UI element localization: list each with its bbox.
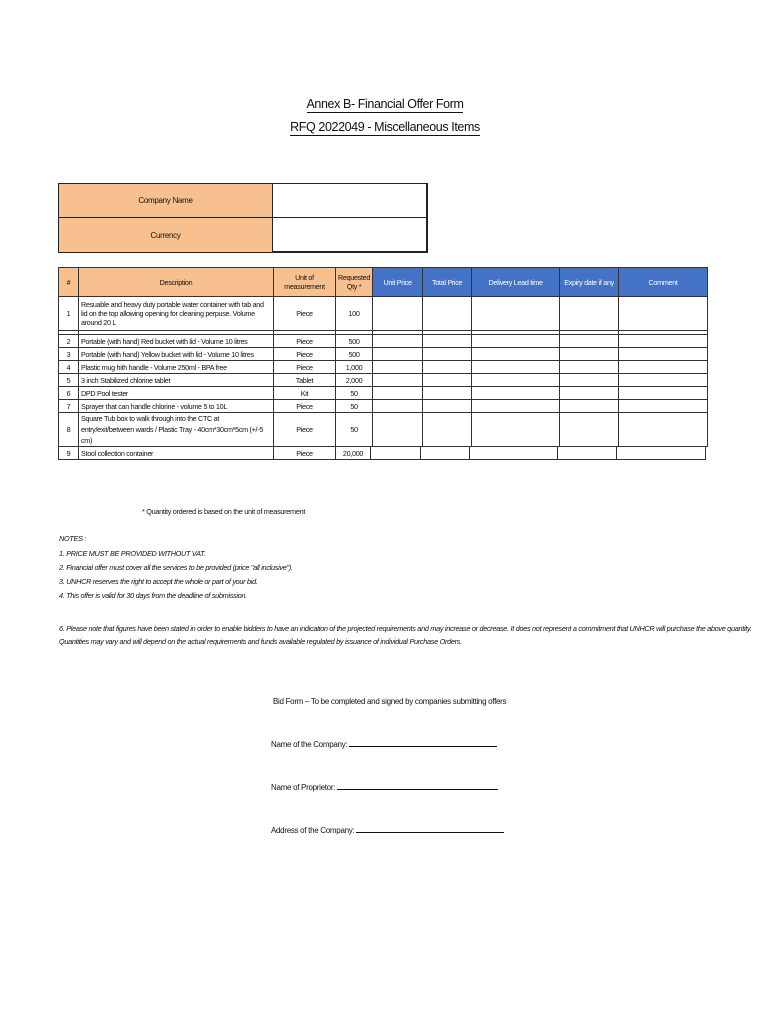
total-price-cell[interactable] bbox=[423, 297, 472, 331]
table-row bbox=[59, 361, 708, 374]
table-row bbox=[59, 413, 708, 447]
comment-cell[interactable] bbox=[619, 361, 708, 374]
total-price-cell[interactable] bbox=[423, 374, 472, 387]
table-row bbox=[59, 447, 706, 460]
proprietor-blank[interactable] bbox=[337, 781, 498, 790]
total-price-cell[interactable] bbox=[423, 413, 472, 447]
note-4: 4. This offer is valid for 30 days from the deadline of submission. bbox=[59, 591, 247, 600]
company-name-blank[interactable] bbox=[349, 738, 497, 747]
row-description: Resuable and heavy duty portable water container with tab and lid on the top allowing opening for cleaning perpuse. Volume around 20 L bbox=[79, 297, 274, 331]
expiry-cell[interactable] bbox=[560, 335, 619, 348]
expiry-cell[interactable] bbox=[560, 361, 619, 374]
proprietor-line bbox=[271, 781, 498, 792]
header-expiry: Expiry date if any bbox=[560, 268, 619, 297]
row-num: 1 bbox=[59, 297, 79, 331]
row-unit: Piece bbox=[274, 447, 336, 460]
row-num: 2 bbox=[59, 335, 79, 348]
company-name-row bbox=[59, 184, 426, 218]
comment-cell[interactable] bbox=[619, 400, 708, 413]
comment-cell[interactable] bbox=[619, 335, 708, 348]
expiry-cell[interactable] bbox=[560, 387, 619, 400]
table-row bbox=[59, 348, 708, 361]
comment-cell[interactable] bbox=[619, 374, 708, 387]
unit-price-cell[interactable] bbox=[371, 447, 421, 460]
expiry-cell[interactable] bbox=[560, 348, 619, 361]
lead-time-cell[interactable] bbox=[470, 447, 558, 460]
row-unit: Piece bbox=[274, 348, 336, 361]
table-row bbox=[59, 387, 708, 400]
row-description: Stool collection container bbox=[79, 447, 274, 460]
row-num: 6 bbox=[59, 387, 79, 400]
page-title: Annex B- Financial Offer Form bbox=[306, 97, 464, 111]
notes-heading: NOTES : bbox=[59, 534, 87, 543]
currency-label: Currency bbox=[59, 218, 273, 252]
row-unit: Piece bbox=[274, 413, 336, 447]
company-info-box bbox=[58, 183, 428, 253]
address-line bbox=[271, 824, 504, 835]
note-3: 3. UNHCR reserves the right to accept the whole or part of your bid. bbox=[59, 577, 258, 586]
lead-time-cell[interactable] bbox=[472, 374, 560, 387]
currency-row bbox=[59, 218, 426, 252]
row-qty: 500 bbox=[336, 348, 373, 361]
total-price-cell[interactable] bbox=[423, 335, 472, 348]
unit-price-cell[interactable] bbox=[373, 400, 423, 413]
row-unit: Piece bbox=[274, 400, 336, 413]
unit-price-cell[interactable] bbox=[373, 348, 423, 361]
table-row bbox=[59, 297, 708, 331]
row-qty: 20,000 bbox=[336, 447, 371, 460]
lead-time-cell[interactable] bbox=[472, 400, 560, 413]
table-row bbox=[59, 400, 708, 413]
table-row bbox=[59, 335, 708, 348]
row-description: Plastic mug hith handle - Volume 250ml - BPA free bbox=[79, 361, 274, 374]
currency-field[interactable] bbox=[273, 218, 426, 252]
comment-cell[interactable] bbox=[619, 348, 708, 361]
row-num: 5 bbox=[59, 374, 79, 387]
lead-time-cell[interactable] bbox=[472, 335, 560, 348]
row-qty: 500 bbox=[336, 335, 373, 348]
note-6-line1: 6. Please note that figures have been stated in order to enable bidders to have an indication of the projected requirements and may increase or decrease. It does not represent a commitment that UNHCR will purchase the above quantity. bbox=[59, 624, 752, 633]
row-unit: Piece bbox=[274, 297, 336, 331]
row-description: Portable (with hand) Red bucket with lid - Volume 10 litres bbox=[79, 335, 274, 348]
row-num: 3 bbox=[59, 348, 79, 361]
row-qty: 100 bbox=[336, 297, 373, 331]
row-unit: Piece bbox=[274, 361, 336, 374]
items-table-tail bbox=[58, 446, 706, 460]
total-price-cell[interactable] bbox=[423, 348, 472, 361]
unit-price-cell[interactable] bbox=[373, 361, 423, 374]
comment-cell[interactable] bbox=[619, 297, 708, 331]
comment-cell[interactable] bbox=[617, 447, 706, 460]
row-num: 9 bbox=[59, 447, 79, 460]
header-lead-time: Delivery Lead time bbox=[472, 268, 560, 297]
unit-price-cell[interactable] bbox=[373, 374, 423, 387]
row-unit: Piece bbox=[274, 335, 336, 348]
comment-cell[interactable] bbox=[619, 387, 708, 400]
lead-time-cell[interactable] bbox=[472, 413, 560, 447]
expiry-cell[interactable] bbox=[560, 413, 619, 447]
unit-price-cell[interactable] bbox=[373, 387, 423, 400]
bid-form-heading: Bid Form – To be completed and signed by companies submitting offers bbox=[273, 697, 507, 706]
expiry-cell[interactable] bbox=[560, 297, 619, 331]
note-2: 2. Financial offer must cover all the services to be provided (price "all inclusive"). bbox=[59, 563, 293, 572]
note-1: 1. PRICE MUST BE PROVIDED WITHOUT VAT. bbox=[59, 549, 206, 558]
header-comment: Comment bbox=[619, 268, 708, 297]
row-qty: 1,000 bbox=[336, 361, 373, 374]
total-price-cell[interactable] bbox=[423, 387, 472, 400]
page-subtitle: RFQ 2022049 - Miscellaneous Items bbox=[290, 120, 480, 134]
row-description: 3 inch Stabilized chlorine tablet bbox=[79, 374, 274, 387]
proprietor-line-label: Name of Proprietor: bbox=[271, 783, 336, 792]
header-total-price: Total Price bbox=[423, 268, 472, 297]
row-num: 7 bbox=[59, 400, 79, 413]
row-description: Portable (with hand) Yellow bucket with lid - Volume 10 litres bbox=[79, 348, 274, 361]
row-num: 8 bbox=[59, 413, 79, 447]
unit-price-cell[interactable] bbox=[373, 413, 423, 447]
total-price-cell[interactable] bbox=[423, 361, 472, 374]
lead-time-cell[interactable] bbox=[472, 387, 560, 400]
lead-time-cell[interactable] bbox=[472, 348, 560, 361]
row-qty: 50 bbox=[336, 413, 373, 447]
address-line-label: Address of the Company: bbox=[271, 826, 355, 835]
row-description: DPD Pool tester bbox=[79, 387, 274, 400]
expiry-cell[interactable] bbox=[560, 374, 619, 387]
row-description: Sprayer that can handle chlorine - volume 5 to 10L bbox=[79, 400, 274, 413]
lead-time-cell[interactable] bbox=[472, 297, 560, 331]
company-name-line bbox=[271, 738, 497, 749]
table-row bbox=[59, 374, 708, 387]
comment-cell[interactable] bbox=[619, 413, 708, 447]
unit-price-cell[interactable] bbox=[373, 335, 423, 348]
company-name-field[interactable] bbox=[273, 184, 426, 217]
expiry-cell[interactable] bbox=[558, 447, 617, 460]
header-description: Description bbox=[79, 268, 274, 297]
company-name-label: Company Name bbox=[59, 184, 273, 217]
quantity-footnote: * Quantity ordered is based on the unit of measurement bbox=[142, 507, 306, 516]
row-unit: Kit bbox=[274, 387, 336, 400]
total-price-cell[interactable] bbox=[423, 400, 472, 413]
row-qty: 2,000 bbox=[336, 374, 373, 387]
address-blank[interactable] bbox=[356, 824, 504, 833]
note-6-line2: Quantities may vary and will depend on the actual requirements and funds available regulated by issuance of individual Purchase Orders. bbox=[59, 637, 462, 646]
header-qty: Requested Qty * bbox=[336, 268, 373, 297]
header-unit-price: Unit Price bbox=[373, 268, 423, 297]
total-price-cell[interactable] bbox=[421, 447, 470, 460]
lead-time-cell[interactable] bbox=[472, 361, 560, 374]
header-unit: Unit of measurement bbox=[274, 268, 336, 297]
company-name-line-label: Name of the Company: bbox=[271, 740, 348, 749]
expiry-cell[interactable] bbox=[560, 400, 619, 413]
unit-price-cell[interactable] bbox=[373, 297, 423, 331]
table-header-row bbox=[59, 268, 708, 297]
row-qty: 50 bbox=[336, 400, 373, 413]
row-description: Square Tub box to walk through into the CTC at entry/exit/between wards / Plastic Tray - 40cm*30cm*5cm (+/-5 cm) bbox=[79, 413, 274, 447]
items-table bbox=[58, 267, 708, 447]
header-num: # bbox=[59, 268, 79, 297]
row-num: 4 bbox=[59, 361, 79, 374]
row-qty: 50 bbox=[336, 387, 373, 400]
row-unit: Tablet bbox=[274, 374, 336, 387]
